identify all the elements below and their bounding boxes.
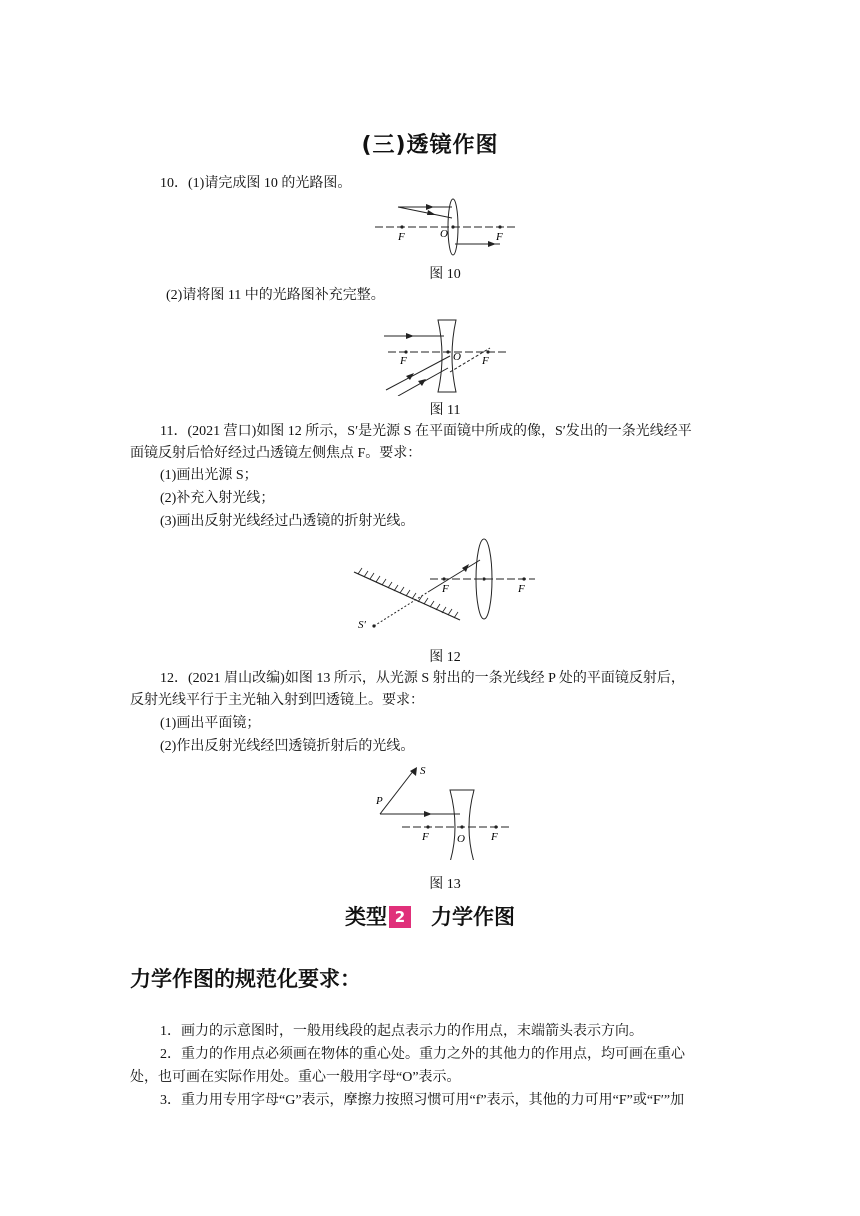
q11-req3: (3)画出反射光线经过凸透镜的折射光线。 — [160, 514, 415, 529]
fig13-caption: 图 13 — [429, 877, 461, 892]
fig11-f-left: F — [400, 355, 407, 367]
fig10-o: O — [440, 228, 448, 240]
fig10-caption: 图 10 — [429, 267, 461, 282]
q10-part1: 10．(1)请完成图 10 的光路图。 — [160, 176, 352, 191]
fig13-s: S — [420, 765, 426, 777]
fig12-f-left: F — [442, 583, 449, 595]
rule-2a: 2．重力的作用点必须画在物体的重心处。重力之外的其他力的作用点，均可画在重心 — [160, 1047, 685, 1062]
rule-2b: 处，也可画在实际作用处。重心一般用字母“O”表示。 — [130, 1070, 461, 1085]
fig12-s-prime: S′ — [358, 619, 366, 631]
figure-10 — [370, 196, 520, 256]
fig12-caption: 图 12 — [429, 650, 461, 665]
fig10-f-left: F — [398, 231, 405, 243]
q11-line2: 面镜反射后恰好经过凸透镜左侧焦点 F。要求： — [130, 446, 422, 461]
type2-heading — [0, 901, 860, 931]
q11-req2: (2)补充入射光线； — [160, 491, 275, 506]
section-title: (三)透镜作图 — [361, 133, 499, 158]
fig10-f-right: F — [496, 231, 503, 243]
type2-badge: 2 — [389, 906, 411, 928]
figure-11 — [378, 318, 518, 396]
q12-req1: (1)画出平面镜； — [160, 716, 261, 731]
fig11-f-right: F — [482, 355, 489, 367]
fig13-f-right: F — [491, 831, 498, 843]
fig12-f-right: F — [518, 583, 525, 595]
fig13-f-left: F — [422, 831, 429, 843]
figure-12 — [350, 536, 540, 636]
type2-title: 力学作图 — [431, 905, 515, 929]
q11-line1: 11．(2021 营口)如图 12 所示，S′是光源 S 在平面镜中所成的像，S′发出的一条光线经平 — [160, 424, 692, 439]
q12-line1: 12．(2021 眉山改编)如图 13 所示，从光源 S 射出的一条光线经 P 处的平面镜反射后， — [160, 671, 685, 686]
fig11-o: O — [453, 351, 461, 363]
fig11-caption: 图 11 — [429, 403, 461, 418]
rule-1: 1．画力的示意图时，一般用线段的起点表示力的作用点，末端箭头表示方向。 — [160, 1024, 643, 1039]
q10-part2: (2)请将图 11 中的光路图补充完整。 — [166, 288, 385, 303]
figure-13 — [372, 760, 517, 860]
rule-3: 3．重力用专用字母“G”表示，摩擦力按照习惯可用“f”表示，其他的力可用“F”或“F′”加 — [160, 1093, 685, 1108]
requirements-title: 力学作图的规范化要求： — [130, 967, 361, 991]
q12-req2: (2)作出反射光线经凹透镜折射后的光线。 — [160, 739, 415, 754]
q12-line2: 反射光线平行于主光轴入射到凹透镜上。要求： — [130, 693, 424, 708]
fig13-p: P — [376, 795, 383, 807]
q11-req1: (1)画出光源 S； — [160, 468, 258, 483]
fig13-o: O — [457, 833, 465, 845]
type2-prefix: 类型 — [345, 905, 387, 929]
